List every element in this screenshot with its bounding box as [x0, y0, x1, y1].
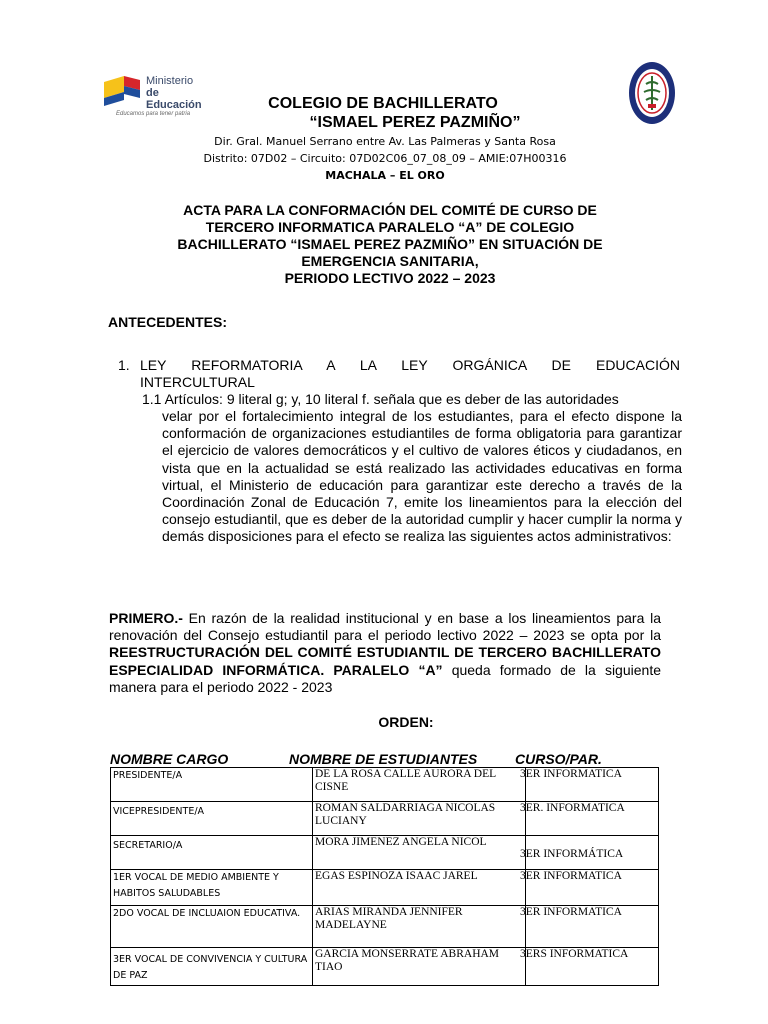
ministry-tagline: Educamos para tener patria — [116, 111, 191, 117]
cargo-cell: SECRETARIO/A — [111, 836, 313, 870]
student-cell: MORA JIMENEZ ANGELA NICOL — [313, 836, 526, 870]
item-1-title-cont: INTERCULTURAL — [140, 374, 255, 390]
course-cell: 3ER INFORMÁTICA — [526, 836, 659, 870]
col-header-cargo: NOMBRE CARGO — [110, 751, 229, 767]
table-row — [111, 870, 659, 906]
antecedentes-item-1-1 — [142, 391, 682, 545]
course-cell: 3ERS INFORMATICA — [526, 948, 659, 986]
school-address: Dir. Gral. Manuel Serrano entre Av. Las Palmeras y Santa Rosa — [214, 135, 556, 148]
student-cell: GARCIA MONSERRATE ABRAHAM TIAO — [313, 948, 526, 986]
school-district: Distrito: 07D02 – Circuito: 07D02C06_07_08_09 – AMIE:07H00316 — [203, 152, 567, 165]
item-1-1-body: velar por el fortalecimiento integral de los estudiantes, para el efecto dispone la conformación de organizaciones estudiantiles de forma obligatoria para garantizar el ejercicio de valores democráticos y el cultivo de valores éticos y ciudadanos, en vista que en la actualidad se está realizado las actividades educativas en forma virtual, el Ministerio de educación para garantizar este derecho a través de la Coordinación Zonal de Educación 7, emite los lineamientos para la elección del consejo estudiantil, que es deber de la autoridad cumplir y hacer cumplir la norma y demás disposiciones para el efecto se realiza las siguientes actos administrativos: — [162, 408, 682, 545]
table-row — [111, 768, 659, 802]
committee-table — [110, 767, 659, 986]
student-cell: ROMAN SALDARRIAGA NICOLAS LUCIANY — [313, 802, 526, 836]
school-name-line1: COLEGIO DE BACHILLERATO — [268, 95, 498, 112]
course-cell: 3ER INFORMATICA — [526, 768, 659, 802]
ministry-name-line1: Ministerio — [146, 75, 194, 87]
course-cell: 3ER INFORMATICA — [526, 870, 659, 906]
primero-label: PRIMERO.- — [109, 610, 183, 626]
item-1-title: LEY REFORMATORIA A LA LEY ORGÁNICA DE EDUCACIÓN — [140, 357, 680, 373]
table-row — [111, 948, 659, 986]
table-row — [111, 906, 659, 948]
cargo-cell: PRESIDENTE/A — [111, 768, 313, 802]
table-row — [111, 802, 659, 836]
course-cell: 3ER. INFORMATICA — [526, 802, 659, 836]
col-header-estudiantes: NOMBRE DE ESTUDIANTES — [289, 751, 478, 767]
list-number: 1. — [118, 357, 130, 373]
student-cell: ARIAS MIRANDA JENNIFER MADELAYNE — [313, 906, 526, 948]
student-cell: DE LA ROSA CALLE AURORA DEL CISNE — [313, 768, 526, 802]
school-name-line2: “ISMAEL PEREZ PAZMIÑO” — [309, 114, 521, 131]
student-cell: EGAS ESPINOZA ISAAC JAREL — [313, 870, 526, 906]
primero-bold-text: REESTRUCTURACIÓN DEL COMITÉ ESTUDIANTIL DE TERCERO BACHILLERATO ESPECIALIDAD INFORMÁTICA. PARALELO “A” — [109, 644, 661, 678]
antecedentes-heading: ANTECEDENTES: — [108, 314, 228, 330]
acta-title: ACTA PARA LA CONFORMACIÓN DEL COMITÉ DE CURSO DE TERCERO INFORMATICA PARALELO “A” DE COLEGIO BACHILLERATO “ISMAEL PEREZ PAZMIÑO” EN SITUACIÓN DE EMERGENCIA SANITARIA, PERIODO LECTIVO 2022 – 2023 — [177, 202, 603, 286]
course-cell: 3ER INFORMATICA — [526, 906, 659, 948]
cargo-cell: 2DO VOCAL DE INCLUAION EDUCATIVA. — [111, 906, 313, 948]
primero-paragraph: PRIMERO.- En razón de la realidad institucional y en base a los lineamientos para la renovación del Consejo estudiantil para el periodo lectivo 2022 – 2023 se opta por la REESTRUCTURACIÓN DEL COMITÉ ESTUDIANTIL DE TERCERO BACHILLERATO ESPECIALIDAD INFORMÁTICA. PARALELO “A” queda formado de la siguiente manera para el periodo 2022 - 2023 — [109, 610, 661, 695]
ministry-name-line2: de Educación — [146, 87, 202, 111]
school-city: MACHALA – EL ORO — [325, 169, 445, 182]
cargo-cell: VICEPRESIDENTE/A — [111, 802, 313, 836]
table-row — [111, 836, 659, 870]
col-header-curso: CURSO/PAR. — [515, 751, 602, 767]
orden-heading: ORDEN: — [378, 714, 434, 730]
cargo-cell: 3ER VOCAL DE CONVIVENCIA Y CULTURA DE PAZ — [111, 948, 313, 986]
item-1-1-first-line: 1.1 Artículos: 9 literal g; y, 10 literal f. señala que es deber de las autoridades — [142, 391, 619, 407]
cargo-cell: 1ER VOCAL DE MEDIO AMBIENTE Y HABITOS SALUDABLES — [111, 870, 313, 906]
